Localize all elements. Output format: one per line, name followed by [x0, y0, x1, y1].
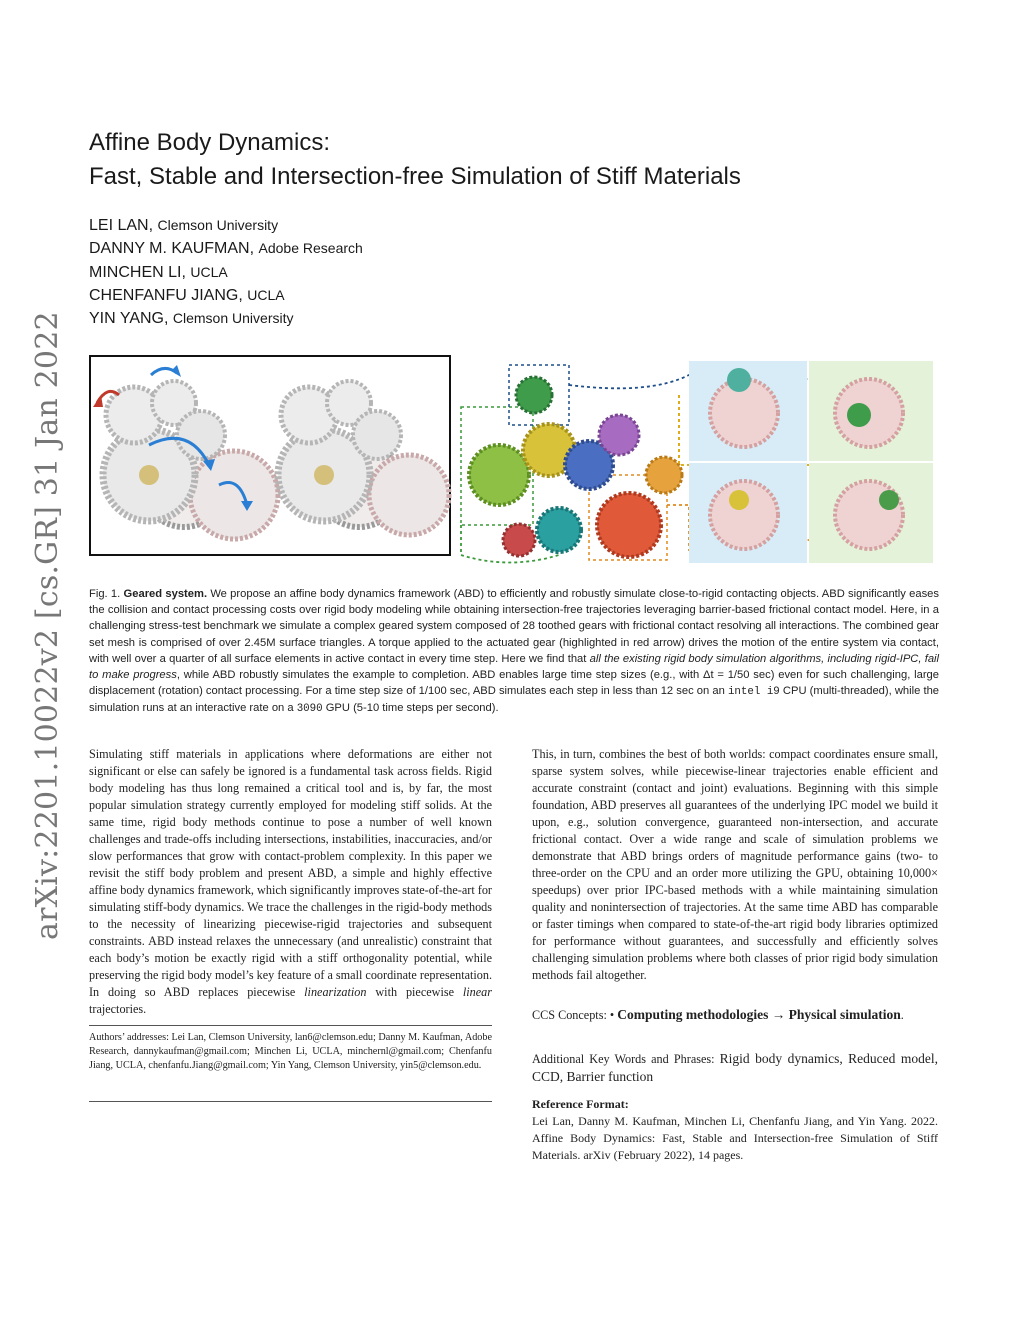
abstract-text-1: Simulating stiff materials in applications where deformations are either not significant or else can safely be ignored is a fundamental task across fields. Rigid body modeling has thus long remained a critical tool and is, by far, the most popular simulation strategy currently employed for modeling stiff solids. At the same time, rigid body methods continue to pose a number of well known challenges and trade-offs including intersections, instabilities, inaccuracies, and/or slow performances that grow with contact-problem complexity. In this paper we revisit the stiff body problem and present ABD, a simple and highly effective affine body dynamics framework, which significantly improves state-of-the-art for simulating stiff-body dynamics. We trace the challenges in the rigid-body methods to the necessity of linearizing piecewise-rigid trajectories and subsequent constraints. ABD instead relaxes the unnecessary (and unrealistic) constraint that each body’s motion be exactly rigid with a stiff orthogonality potential, while preserving the rigid body model’s key feature of a small coordinate representation. In doing so ABD replaces piecewise	[89, 747, 492, 999]
figure-label: Fig. 1.	[89, 588, 121, 600]
caption-text-2: , while ABD robustly simulates the example to completion. ABD enables large time step sizes (e.g., with Δt = 1/50 sec) even for such challenging, large displacement (rotation) contact processing. For a time step size of 1/100 sec, ABD simulates each step in less than 12 sec on an	[89, 669, 940, 698]
keywords	[532, 1050, 938, 1086]
abstract-left-column	[89, 746, 492, 1018]
paper-title	[89, 126, 949, 194]
author-name: CHENFANFU JIANG,	[89, 286, 243, 304]
abstract-continuation: This, in turn, combines the best of both worlds: compact coordinates ensure small, sparse system solves, while piecewise-linear trajectories enable efficient and accurate constraint (contact and joint) evaluations. Beginning with this simple foundation, ABD preserves all guarantees of the underlying IPC model we build it upon, e.g., solution convergence, guaranteed non-intersection, and accurate frictional contact. Over a wide range and scale of simulation problems we demonstrate that ABD brings orders of magnitude performance gains (two- to three-order on the CPU and an order more utilizing the GPU, obtaining 10,000× speedups) over prior IPC-based methods with a while maintaining simulation quality and nonintersection of trajectories. At the same time ABD has comparable or faster timings when compared to state-of-the-art rigid body libraries optimized for performance without guarantees, and successfully and efficiently solves challenging simulation problems where both classes of prior rigid body simulation methods fail altogether.	[532, 747, 938, 982]
author-affiliation: Clemson University	[157, 217, 279, 233]
reference-text: Lei Lan, Danny M. Kaufman, Minchen Li, Chenfanfu Jiang, and Yin Yang. 2022. Affine Body Dynamics: Fast, Stable and Intersection-free Simulation of Stiff Materials. arXiv (February 2022), 14 pages.	[532, 1114, 938, 1162]
reference-heading: Reference Format:	[532, 1097, 629, 1111]
figure-caption	[89, 586, 939, 718]
ccs-concepts	[532, 1006, 938, 1024]
figure-title: Geared system.	[123, 588, 208, 600]
bottom-rule	[89, 1101, 492, 1102]
teaser-figure	[89, 355, 939, 587]
arxiv-stamp: arXiv:2201.10022v2 [cs.GR] 31 Jan 2022	[30, 311, 65, 940]
keywords-value: Rigid body dynamics, Reduced model, CCD, Barrier function	[532, 1051, 938, 1084]
caption-text-1: We propose an affine body dynamics framework (ABD) to efficiently and robustly simulate close-to-rigid contacting objects. ABD significantly eases the collision and contact processing costs over rigid body modeling while obtaining intersection-free trajectories leveraging barrier-based frictional contact model. Here, in a challenging stress-test benchmark we simulate a complex geared system composed of 28 toothed gears with frictional contact resolving all interactions. The combined gear set mesh is comprised of over 2.45M surface triangles. A torque applied to the actuated gear (highlighted in red arrow) drives the motion of the entire system via contact, with well over a quarter of all surface elements in active contact in every time step. Here we find that	[89, 588, 939, 665]
author-name: MINCHEN LI,	[89, 263, 186, 281]
ccs-concept: Computing methodologies → Physical simulation	[617, 1007, 901, 1022]
author-entry	[89, 284, 363, 307]
caption-text-4: GPU (5-10 time steps per second).	[325, 702, 499, 715]
caption-italic: all the existing rigid body simulation algorithms, including rigid-IPC, fail to make progress	[89, 652, 940, 682]
keywords-label: Additional Key Words and Phrases:	[532, 1052, 715, 1066]
footnote-rule	[89, 1025, 492, 1026]
reference-format	[532, 1096, 938, 1164]
authors-addresses-footnote: Authors’ addresses: Lei Lan, Clemson University, lan6@clemson.edu; Danny M. Kaufman, Adobe Research, dannykaufman@gmail.com; Minchen Li, UCLA, minchernl@gmail.com; Chenfanfu Jiang, UCLA, chenfanfu.Jiang@gmail.com; Yin Yang, Clemson University, yin5@clemson.edu.	[89, 1032, 492, 1071]
author-entry	[89, 214, 363, 237]
abstract-italic-2: linear	[462, 985, 493, 999]
caption-text-3: CPU (multi-threaded), while the simulation runs at an interactive rate on a	[89, 685, 940, 715]
caption-mono-gpu: 3090	[296, 703, 323, 716]
title-line-1: Affine Body Dynamics:	[89, 129, 330, 156]
author-name: LEI LAN,	[89, 217, 154, 234]
abstract-paragraph	[89, 746, 492, 1018]
author-entry	[89, 307, 363, 330]
title-line-2: Fast, Stable and Intersection-free Simulation of Stiff Materials	[89, 163, 741, 190]
abstract-text-3: trajectories.	[89, 1002, 147, 1016]
colored-gear-cluster	[461, 365, 682, 560]
author-entry	[89, 261, 363, 284]
gear-comparison-panel	[90, 356, 450, 555]
ccs-end: .	[900, 1008, 904, 1022]
author-affiliation: UCLA	[190, 263, 228, 280]
author-affiliation: Clemson University	[172, 310, 294, 327]
author-name: DANNY M. KAUFMAN,	[89, 240, 255, 258]
abstract-italic-1: linearization	[304, 985, 367, 999]
author-list	[89, 214, 363, 330]
author-entry	[89, 237, 363, 260]
ccs-label: CCS Concepts: •	[532, 1008, 615, 1022]
author-affiliation: UCLA	[247, 286, 285, 303]
author-name: YIN YANG,	[89, 310, 169, 328]
abstract-text-2: with piecewise	[375, 985, 454, 999]
author-affiliation: Adobe Research	[258, 240, 363, 257]
caption-mono-cpu: intel i9	[727, 686, 780, 699]
result-panels	[689, 361, 933, 563]
abstract-right-column	[532, 746, 938, 984]
